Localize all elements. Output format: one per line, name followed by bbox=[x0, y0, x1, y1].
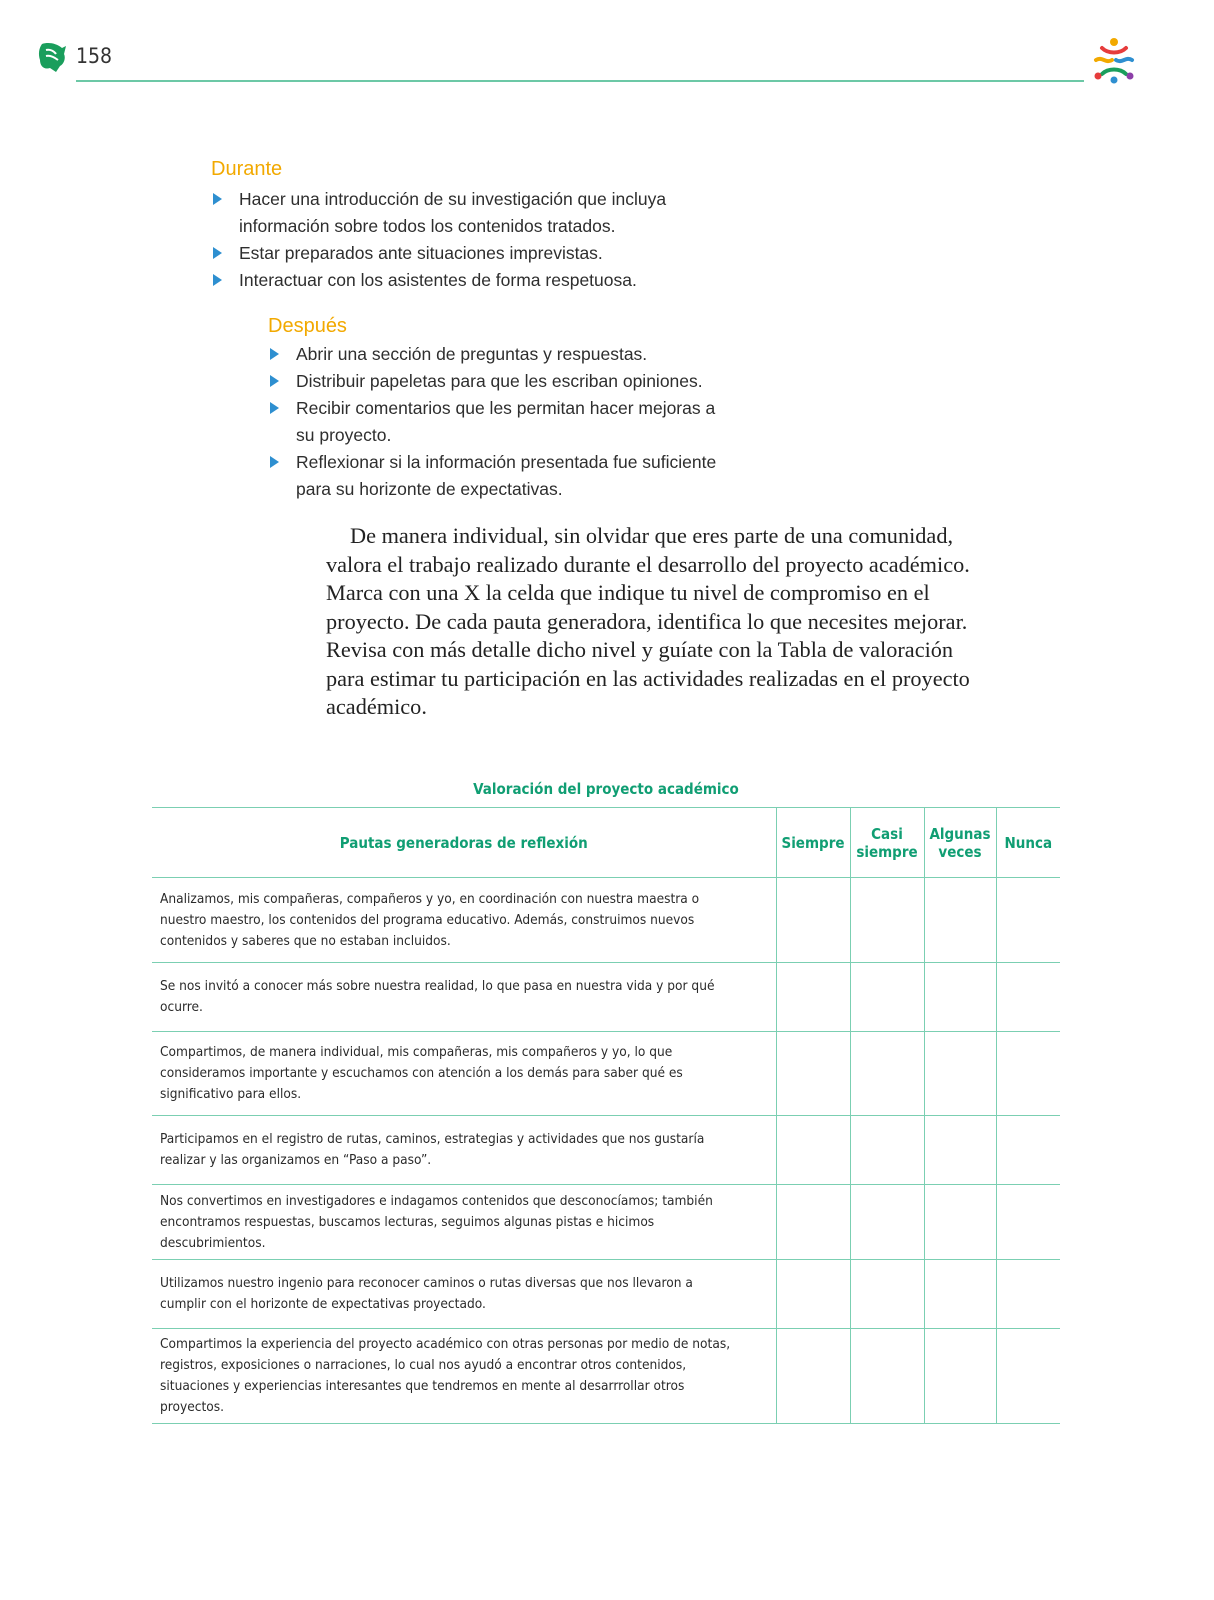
page-number: 158 bbox=[76, 44, 113, 68]
bullet-arrow-icon bbox=[270, 402, 279, 414]
header-algunas-veces: Algunas veces bbox=[924, 808, 996, 878]
algunas-veces-cell[interactable] bbox=[924, 1185, 996, 1260]
nunca-cell[interactable] bbox=[996, 1329, 1060, 1424]
evaluation-table bbox=[152, 807, 1060, 1424]
bullet-arrow-icon bbox=[270, 375, 279, 387]
despues-title: Después bbox=[268, 315, 347, 337]
row-text: Utilizamos nuestro ingenio para reconocer caminos o rutas diversas que nos llevaron a cumplir con el horizonte de expectativas proyectado. bbox=[152, 1260, 776, 1329]
list-item: Distribuir papeletas para que les escriban opiniones. bbox=[268, 368, 738, 395]
table-row bbox=[152, 963, 1060, 1032]
bullet-arrow-icon bbox=[213, 193, 222, 205]
siempre-cell[interactable] bbox=[776, 878, 850, 963]
siempre-cell[interactable] bbox=[776, 963, 850, 1032]
header-nunca: Nunca bbox=[996, 808, 1060, 878]
despues-list bbox=[268, 341, 738, 503]
list-item: Reflexionar si la información presentada fue suficiente para su horizonte de expectativas. bbox=[268, 449, 738, 503]
durante-list bbox=[211, 186, 681, 294]
siempre-cell[interactable] bbox=[776, 1116, 850, 1185]
algunas-veces-cell[interactable] bbox=[924, 1032, 996, 1116]
header-casi-siempre: Casi siempre bbox=[850, 808, 924, 878]
row-text: Analizamos, mis compañeras, compañeros y yo, en coordinación con nuestra maestra o nuestro maestro, los contenidos del programa educativo. Además, construimos nuevos contenidos y saberes que no estaban incluidos. bbox=[152, 878, 776, 963]
nunca-cell[interactable] bbox=[996, 878, 1060, 963]
bullet-arrow-icon bbox=[213, 247, 222, 259]
casi-siempre-cell[interactable] bbox=[850, 1116, 924, 1185]
table-row bbox=[152, 1185, 1060, 1260]
nunca-cell[interactable] bbox=[996, 1185, 1060, 1260]
algunas-veces-cell[interactable] bbox=[924, 963, 996, 1032]
table-row bbox=[152, 1032, 1060, 1116]
header-pautas: Pautas generadoras de reflexión bbox=[152, 808, 776, 878]
list-item: Abrir una sección de preguntas y respuestas. bbox=[268, 341, 738, 368]
row-text: Compartimos la experiencia del proyecto académico con otras personas por medio de notas, registros, exposiciones o narraciones, lo cual nos ayudó a encontrar otros contenidos, situaciones y experiencias interesantes que tendremos en mente al desarrrollar otros proyectos. bbox=[152, 1329, 776, 1424]
casi-siempre-cell[interactable] bbox=[850, 878, 924, 963]
community-logo-icon bbox=[1088, 34, 1140, 86]
row-text: Compartimos, de manera individual, mis compañeras, mis compañeros y yo, lo que consideramos importante y escuchamos con atención a los demás para saber qué es significativo para ellos. bbox=[152, 1032, 776, 1116]
durante-title: Durante bbox=[211, 158, 283, 180]
nunca-cell[interactable] bbox=[996, 1116, 1060, 1185]
list-item: Hacer una introducción de su investigación que incluya información sobre todos los contenidos tratados. bbox=[211, 186, 681, 240]
siempre-cell[interactable] bbox=[776, 1032, 850, 1116]
list-item: Estar preparados ante situaciones imprevistas. bbox=[211, 240, 681, 267]
casi-siempre-cell[interactable] bbox=[850, 1032, 924, 1116]
list-item: Recibir comentarios que les permitan hacer mejoras a su proyecto. bbox=[268, 395, 738, 449]
algunas-veces-cell[interactable] bbox=[924, 1116, 996, 1185]
instructions-paragraph: De manera individual, sin olvidar que eres parte de una comunidad, valora el trabajo realizado durante el desarrollo del proyecto académico. Marca con una X la celda que indique tu nivel de compromiso en el proyecto. De cada pauta generadora, identifica lo que necesites mejorar. Revisa con más detalle dicho nivel y guíate con la Tabla de valoración para estimar tu participación en las actividades realizadas en el proyecto académico. bbox=[326, 523, 970, 719]
row-text: Nos convertimos en investigadores e indagamos contenidos que desconocíamos; también encontramos respuestas, buscamos lecturas, seguimos algunas pistas e hicimos descubrimientos. bbox=[152, 1185, 776, 1260]
row-text: Participamos en el registro de rutas, caminos, estrategias y actividades que nos gustaría realizar y las organizamos en “Paso a paso”. bbox=[152, 1116, 776, 1185]
siempre-cell[interactable] bbox=[776, 1185, 850, 1260]
nunca-cell[interactable] bbox=[996, 963, 1060, 1032]
table-row bbox=[152, 1116, 1060, 1185]
table-header-row bbox=[152, 808, 1060, 878]
table-row bbox=[152, 878, 1060, 963]
casi-siempre-cell[interactable] bbox=[850, 963, 924, 1032]
casi-siempre-cell[interactable] bbox=[850, 1185, 924, 1260]
list-item: Interactuar con los asistentes de forma respetuosa. bbox=[211, 267, 681, 294]
table-title: Valoración del proyecto académico bbox=[473, 780, 739, 798]
siempre-cell[interactable] bbox=[776, 1260, 850, 1329]
algunas-veces-cell[interactable] bbox=[924, 1329, 996, 1424]
algunas-veces-cell[interactable] bbox=[924, 878, 996, 963]
header-divider bbox=[76, 80, 1084, 82]
bullet-arrow-icon bbox=[270, 348, 279, 360]
nunca-cell[interactable] bbox=[996, 1260, 1060, 1329]
table-row bbox=[152, 1329, 1060, 1424]
bullet-arrow-icon bbox=[213, 274, 222, 286]
siempre-cell[interactable] bbox=[776, 1329, 850, 1424]
table-row bbox=[152, 1260, 1060, 1329]
casi-siempre-cell[interactable] bbox=[850, 1260, 924, 1329]
bullet-arrow-icon bbox=[270, 456, 279, 468]
nunca-cell[interactable] bbox=[996, 1032, 1060, 1116]
header-siempre: Siempre bbox=[776, 808, 850, 878]
algunas-veces-cell[interactable] bbox=[924, 1260, 996, 1329]
casi-siempre-cell[interactable] bbox=[850, 1329, 924, 1424]
row-text: Se nos invitó a conocer más sobre nuestra realidad, lo que pasa en nuestra vida y por qué ocurre. bbox=[152, 963, 776, 1032]
book-series-icon bbox=[36, 40, 70, 74]
